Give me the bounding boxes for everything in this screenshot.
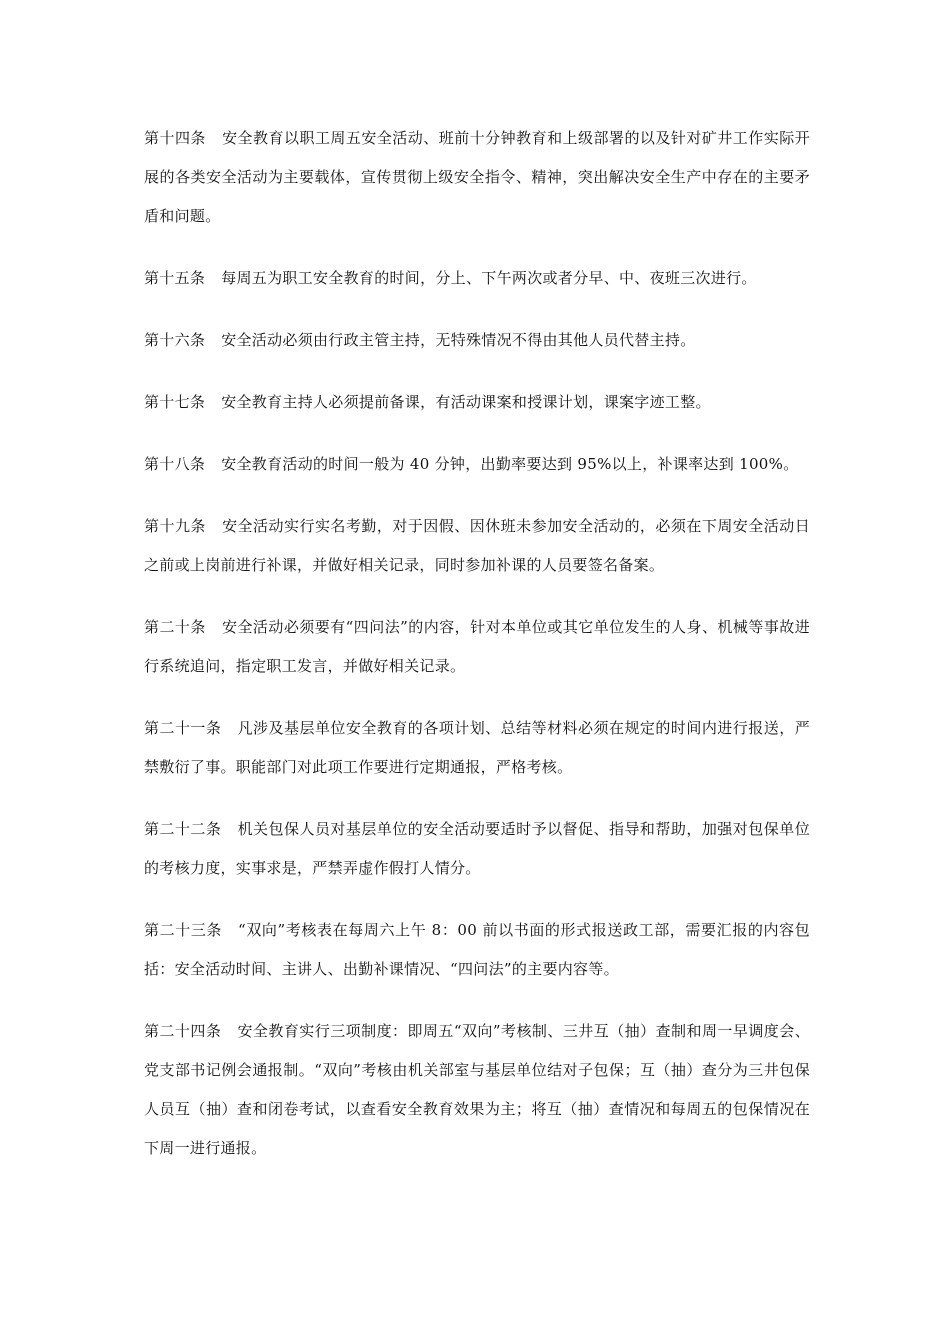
article-text: 安全教育实行三项制度：即周五“双向”考核制、三井互（抽）查制和周一早调度会、党支部书记例会通报制。“双向”考核由机关部室与基层单位结对子包保；互（抽）查分为三井包保人员互（抽）查和闭卷考试，以查看安全教育效果为主；将互（抽）查情况和每周五的包保情况在下周一进行通报。 [144,1022,810,1157]
article-20 [144,608,810,686]
article-18 [144,445,810,484]
article-text: 每周五为职工安全教育的时间，分上、下午两次或者分早、中、夜班三次进行。 [221,269,757,287]
article-23 [144,911,810,989]
document-body [144,119,810,1191]
article-text: 安全活动必须由行政主管主持，无特殊情况不得由其他人员代替主持。 [221,331,696,349]
article-number: 第二十条 [144,618,206,636]
article-text: 安全教育活动的时间一般为 40 分钟，出勤率要达到 95%以上，补课率达到 100%。 [221,455,799,473]
article-19 [144,507,810,585]
article-number: 第二十三条 [144,921,223,939]
article-14 [144,119,810,236]
article-text: “双向”考核表在每周六上午 8：00 前以书面的形式报送政工部，需要汇报的内容包括：安全活动时间、主讲人、出勤补课情况、“四问法”的主要内容等。 [144,921,810,978]
article-text: 凡涉及基层单位安全教育的各项计划、总结等材料必须在规定的时间内进行报送，严禁敷衍了事。职能部门对此项工作要进行定期通报，严格考核。 [144,719,810,776]
article-text: 机关包保人员对基层单位的安全活动要适时予以督促、指导和帮助，加强对包保单位的考核力度，实事求是，严禁弄虚作假打人情分。 [144,820,810,877]
article-24 [144,1012,810,1168]
article-number: 第十九条 [144,517,206,535]
article-text: 安全教育以职工周五安全活动、班前十分钟教育和上级部署的以及针对矿井工作实际开展的各类安全活动为主要载体，宣传贯彻上级安全指令、精神，突出解决安全生产中存在的主要矛盾和问题。 [144,129,810,225]
article-22 [144,810,810,888]
article-15 [144,259,810,298]
article-21 [144,709,810,787]
article-text: 安全活动必须要有“四问法”的内容，针对本单位或其它单位发生的人身、机械等事故进行系统追问，指定职工发言，并做好相关记录。 [144,618,811,675]
article-number: 第二十一条 [144,719,222,737]
article-number: 第二十四条 [144,1022,222,1040]
article-number: 第十四条 [144,129,206,147]
article-text: 安全教育主持人必须提前备课，有活动课案和授课计划，课案字迹工整。 [221,393,711,411]
article-number: 第十六条 [144,331,206,349]
article-number: 第十五条 [144,269,206,287]
article-number: 第十八条 [144,455,206,473]
article-text: 安全活动实行实名考勤，对于因假、因休班未参加安全活动的，必须在下周安全活动日之前或上岗前进行补课，并做好相关记录，同时参加补课的人员要签名备案。 [144,517,810,574]
article-number: 第二十二条 [144,820,222,838]
article-17 [144,383,810,422]
article-16 [144,321,810,360]
article-number: 第十七条 [144,393,206,411]
